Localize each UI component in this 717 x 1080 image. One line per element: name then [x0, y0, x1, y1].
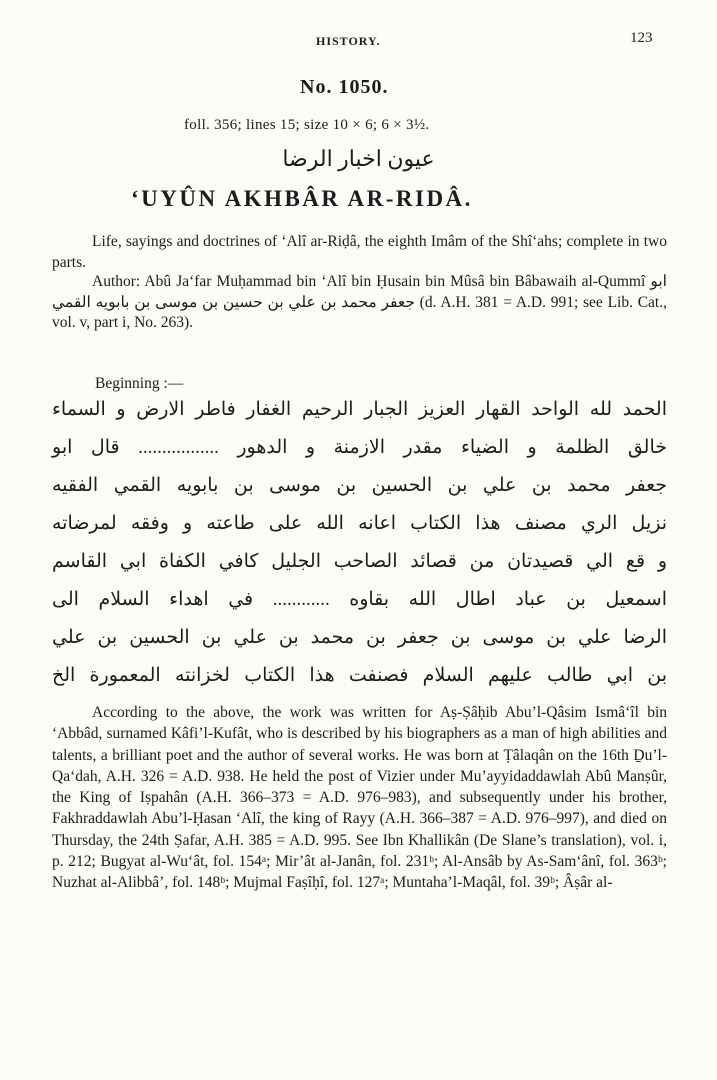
- physical-description: foll. 356; lines 15; size 10 × 6; 6 × 3½.: [184, 117, 430, 133]
- arabic-text-line: اسمعيل بن عباد اطال الله بقاوه ............ في اهداء السلام الى: [52, 589, 667, 610]
- commentary-paragraph: According to the above, the work was written for Aṣ-Ṣâḥib Abu’l-Qâsim Ismâ‘îl bin ‘Abbâd, surnamed Kâfi’l-Kufât, who is described by his biographers as a man of high abilities and talents, a brilliant poet and the author of several works. He was born at Ṭâlaqân on the 16th Ḏu’l-Qa‘dah, A.H. 326 = A.D. 938. He held the post of Vizier under Mu’ayyidaddawlah Abû Manṣûr, the King of Iṣpahân (A.H. 366–373 = A.D. 976–983), and subsequently under his brother, Fakhraddawlah Abu’l-Ḥasan ‘Alî, the king of Rayy (A.H. 366–387 = A.D. 976–997), and died on Thursday, the 24th Ṣafar, A.H. 385 = A.D. 995. See Ibn Khallikân (De Slane’s translation), vol. i, p. 212; Bugyat al-Wu‘ât, fol. 154ᵃ; Mir’ât al-Janân, fol. 231ᵇ; Al-Ansâb by As-Sam‘ânî, fol. 363ᵇ; Nuzhat al-Alibbâ’, fol. 148ᵇ; Mujmal Faṣîḥî, fol. 127ᵃ; Muntaha’l-Maqâl, fol. 39ᵇ; Âṣâr al-: [52, 704, 667, 892]
- arabic-text-line: جعفر محمد بن علي بن الحسين بن موسى بن بابويه القمي الفقيه: [52, 475, 667, 496]
- arabic-text-line: و قع الي قصيدتان من قصائد الصاحب الجليل كافي الكفاة ابي القاسم: [52, 551, 667, 572]
- author-note: Author: Abû Ja‘far Muḥammad bin ‘Alî bin Ḥusain bin Mûsâ bin Bâbawaih al-Qummî ابو جعفر محمد بن علي بن حسين بن موسى بن بابويه القمي (d. A.H. 381 = A.D. 991; see Lib. Cat., vol. v, part i, No. 263).: [52, 273, 667, 331]
- work-title: ‘UYÛN AKHBÂR AR-RIDÂ.: [131, 186, 473, 211]
- beginning-label: Beginning :—: [95, 375, 184, 392]
- page-number: 123: [630, 30, 653, 46]
- running-title: HISTORY.: [316, 34, 381, 48]
- arabic-text-line: خالق الظلمة و الضياء مقدر الازمنة و الدهور ................. قال ابو: [52, 437, 667, 458]
- arabic-text-line: الرضا علي بن موسى بن جعفر بن محمد بن علي بن الحسين بن علي: [52, 627, 667, 648]
- arabic-title: عيون اخبار الرضا: [282, 146, 435, 171]
- work-description: Life, sayings and doctrines of ‘Alî ar-Riḍâ, the eighth Imâm of the Shî‘ahs; complete in two parts.: [52, 233, 667, 271]
- arabic-text-line: الحمد لله الواحد القهار العزيز الجبار الرحيم الغفار فاطر الارض و السماء: [52, 399, 667, 420]
- arabic-text-line: بن ابي طالب عليهم السلام فصنفت هذا الكتاب لخزانته المعمورة الخ: [52, 665, 667, 686]
- entry-number: No. 1050.: [300, 76, 389, 98]
- arabic-text-line: نزيل الري مصنف هذا الكتاب اعانه الله على طاعته و وفقه لمرضاته: [52, 513, 667, 534]
